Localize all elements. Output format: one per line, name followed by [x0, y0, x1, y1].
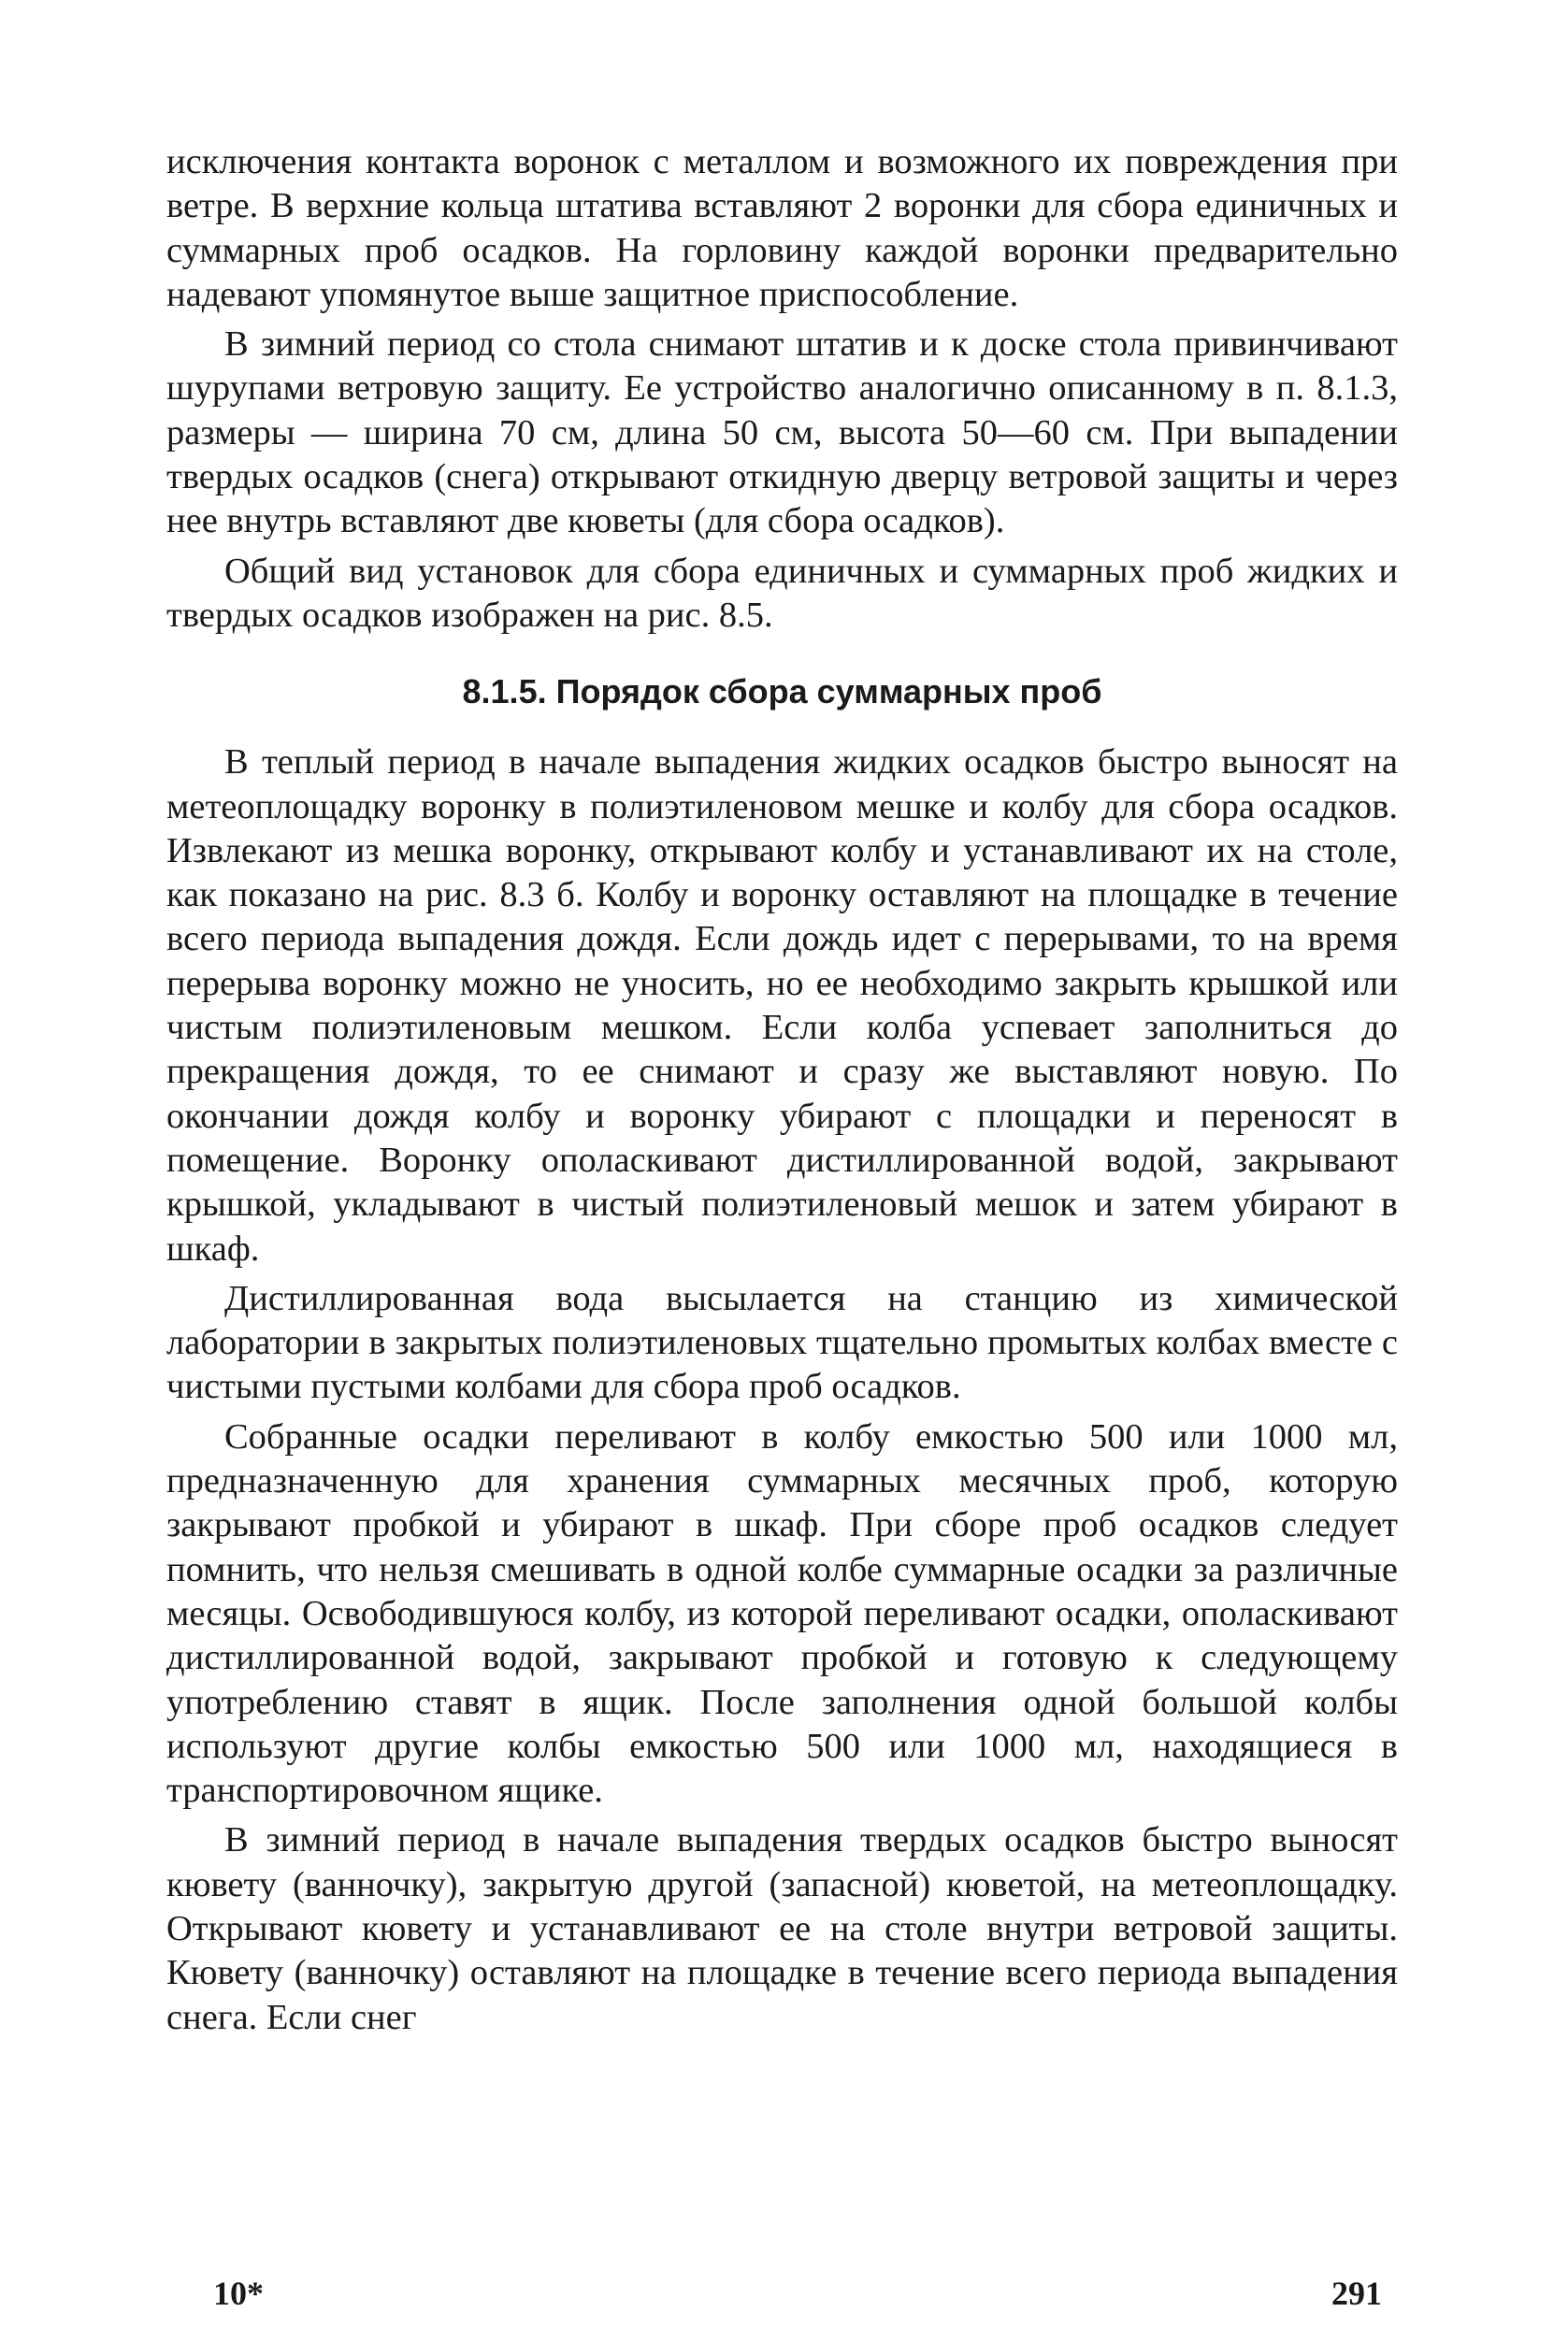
- page-number: 291: [1331, 2275, 1382, 2312]
- paragraph-continuation: исключения контакта воронок с металлом и возможного их повреждения при ветре. В верхние кольца штатива вставляют 2 воронки для сбора единичных и суммарных проб осадков. На горловину каждой воронки предварительно надевают упомянутое выше защитное приспособление.: [166, 142, 1398, 314]
- section-heading: 8.1.5. Порядок сбора суммарных проб: [462, 672, 1102, 711]
- printer-signature: 10*: [213, 2275, 264, 2312]
- paragraph-collected-precipitation: Собранные осадки переливают в колбу емкостью 500 или 1000 мл, предназначенную для хранения суммарных месячных проб, которую закрывают пробкой и убирают в шкаф. При сборе проб осадков следует помнить, что нельзя смешивать в одной колбе суммарные осадки за различные месяцы. Освободившуюся колбу, из которой переливают осадки, ополаскивают дистиллированной водой, закрывают пробкой и готовую к следующему употреблению ставят в ящик. После заполнения одной большой колбы используют другие колбы емкостью 500 или 1000 мл, находящиеся в транспортировочном ящике.: [166, 1416, 1398, 1811]
- paragraph-general-view: Общий вид установок для сбора единичных и суммарных проб жидких и твердых осадков изображен на рис. 8.5.: [166, 551, 1398, 635]
- page-footer: [213, 2274, 1382, 2319]
- paragraph-distilled-water: Дистиллированная вода высылается на станцию из химической лаборатории в закрытых полиэтиленовых тщательно промытых колбах вместе с чистыми пустыми колбами для сбора проб осадков.: [166, 1278, 1398, 1407]
- page-body: [166, 140, 1398, 2046]
- paragraph-winter-setup: В зимний период со стола снимают штатив и к доске стола привинчивают шурупами ветровую защиту. Ее устройство аналогично описанному в п. 8.1.3, размеры — ширина 70 см, длина 50 см, высота 50—60 см. При выпадении твердых осадков (снега) открывают откидную дверцу ветровой защиты и через нее внутрь вставляют две кюветы (для сбора осадков).: [166, 324, 1398, 541]
- paragraph-winter-period: В зимний период в начале выпадения твердых осадков быстро выносят кювету (ванночку), закрытую другой (запасной) кюветой, на метеоплощадку. Открывают кювету и устанавливают ее на столе внутри ветровой защиты. Кювету (ванночку) оставляют на площадке в течение всего периода выпадения снега. Если снег: [166, 1820, 1398, 2037]
- paragraph-warm-period: В теплый период в начале выпадения жидких осадков быстро выносят на метеоплощадку воронку в полиэтиленовом мешке и колбу для сбора осадков. Извлекают из мешка воронку, открывают колбу и устанавливают их на столе, как показано на рис. 8.3 б. Колбу и воронку оставляют на площадке в течение всего периода выпадения дождя. Если дождь идет с перерывами, то на время перерыва воронку можно не уносить, но ее необходимо закрыть крышкой или чистым полиэтиленовым мешком. Если колба успевает заполниться до прекращения дождя, то ее снимают и сразу же выставляют новую. По окончании дождя колбу и воронку убирают с площадки и переносят в помещение. Воронку ополаскивают дистиллированной водой, закрывают крышкой, укладывают в чистый полиэтиленовый мешок и затем убирают в шкаф.: [166, 742, 1398, 1269]
